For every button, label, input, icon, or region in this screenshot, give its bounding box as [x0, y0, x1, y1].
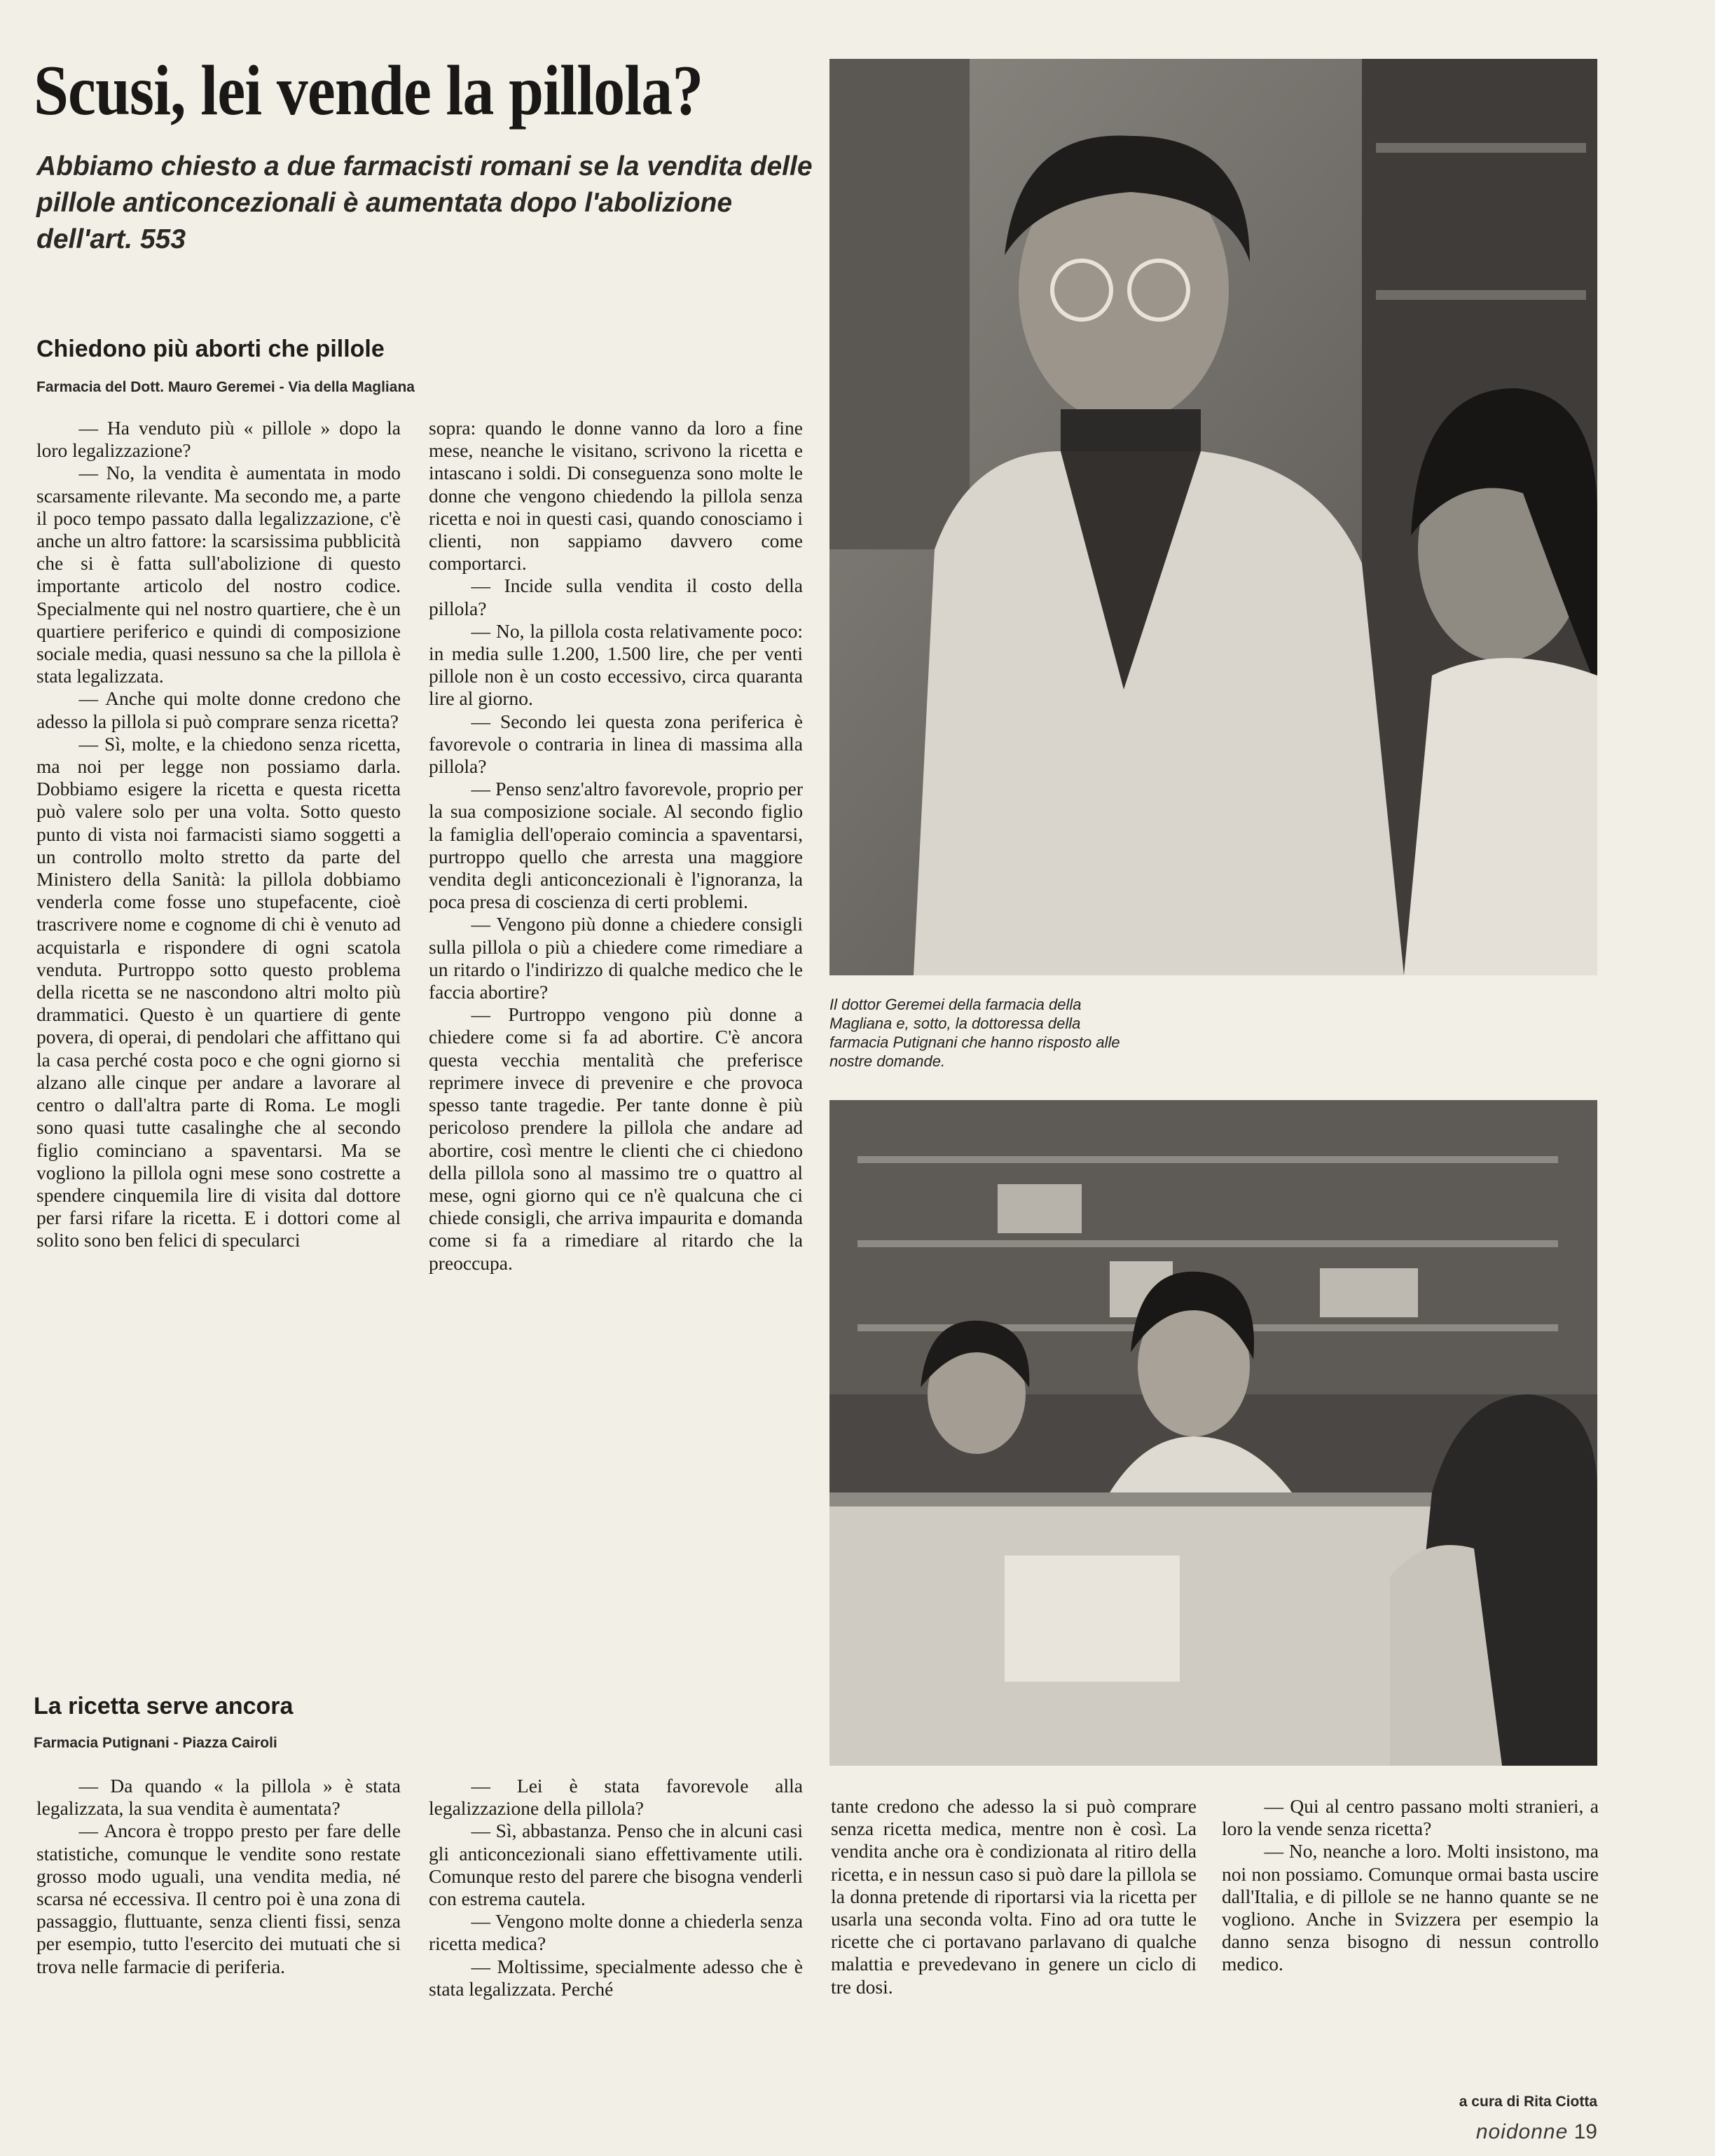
paragraph: — Ancora è troppo presto per fare delle statistiche, comunque le vendite sono restate grosso modo uguali, una vendita media, né scarsa né eccessiva. Il centro poi è una zona di passaggio, fluttuante, senza clienti fissi, senza per esempio, tutto l'esercito dei mutuati che si trova nelle farmacie di periferia.	[36, 1820, 401, 1977]
author-credit: a cura di Rita Ciotta	[1459, 2094, 1597, 2110]
paragraph: — Lei è stata favorevole alla legalizzazione della pillola?	[429, 1775, 803, 1820]
article-title: Scusi, lei vende la pillola?	[34, 51, 703, 130]
section2-byline: Farmacia Putignani - Piazza Cairoli	[34, 1735, 277, 1751]
section2-column-2	[429, 1775, 803, 2000]
paragraph: — No, la pillola costa relativamente poco: in media sulle 1.200, 1.500 lire, che per venti pillole non è un costo eccessivo, circa quaranta lire al giorno.	[429, 619, 803, 710]
magazine-name: noidonne	[1475, 2120, 1569, 2143]
page-number: 19	[1573, 2120, 1597, 2143]
paragraph: — Da quando « la pillola » è stata legalizzata, la sua vendita è aumentata?	[36, 1775, 401, 1820]
photo-illustration	[829, 59, 1597, 975]
section2-column-1	[36, 1775, 401, 1978]
section2-column-4	[1222, 1795, 1599, 1976]
paragraph: tante credono che adesso la si può comprare senza ricetta medica, mentre non è così. La vendita anche ora è condizionata al ritiro della ricetta, e in nessun caso si può dare la pillola se la donna pretende di riportarsi via la ricetta per usarla una seconda volta. Fino ad ora tutte le ricette che ci portavano parlavano di qualche malattia e prevedevano in genere un ciclo di tre dosi.	[831, 1795, 1197, 1998]
photo-caption: Il dottor Geremei della farmacia della Magliana e, sotto, la dottoressa della farmacia Putignani che hanno risposto alle nostre domande.	[829, 996, 1120, 1070]
section1-column-1	[36, 417, 401, 1252]
paragraph: — Qui al centro passano molti stranieri, a loro la vende senza ricetta?	[1222, 1795, 1599, 1840]
article-lead: Abbiamo chiesto a due farmacisti romani se la vendita delle pillole anticoncezionali è aumentata dopo l'abolizione dell'art. 553	[36, 151, 813, 254]
photo-illustration	[829, 1100, 1597, 1766]
paragraph: — Ha venduto più « pillole » dopo la loro legalizzazione?	[36, 417, 401, 462]
paragraph: — Secondo lei questa zona periferica è favorevole o contraria in linea di massima alla pillola?	[429, 710, 803, 778]
paragraph: — Anche qui molte donne credono che adesso la pillola si può comprare senza ricetta?	[36, 687, 401, 732]
page-folio	[1476, 2120, 1597, 2144]
paragraph: — Sì, abbastanza. Penso che in alcuni casi gli anticoncezionali siano effettivamente utili. Comunque resto del parere che bisogna venderli con estrema cautela.	[429, 1820, 803, 1910]
paragraph: — Penso senz'altro favorevole, proprio per la sua composizione sociale. Al secondo figlio la famiglia dell'operaio comincia a spaventarsi, purtroppo quello che arresta una maggiore vendita degli anticoncezionali è l'ignoranza, la poca presa di coscienza di certi problemi.	[429, 778, 803, 913]
section2-column-3	[831, 1795, 1197, 1998]
paragraph: — Vengono molte donne a chiederla senza ricetta medica?	[429, 1910, 803, 1955]
section1-byline: Farmacia del Dott. Mauro Geremei - Via della Magliana	[36, 379, 415, 395]
section2-heading: La ricetta serve ancora	[34, 1693, 294, 1719]
paragraph: — Vengono più donne a chiedere consigli sulla pillola o più a chiedere come rimediare a un ritardo o l'indirizzo di qualche medico che le faccia abortire?	[429, 913, 803, 1003]
photo-pharmacy-putignani	[829, 1100, 1597, 1766]
section1-column-2	[429, 417, 803, 1275]
paragraph: — Sì, molte, e la chiedono senza ricetta, ma noi per legge non possiamo darla. Dobbiamo esigere la ricetta e questa ricetta può valere solo per una volta. Sotto questo punto di vista noi farmacisti siamo soggetti a un controllo molto stretto da parte del Ministero della Sanità: la pillola dobbiamo venderla come fosse uno stupefacente, cioè trascrivere nome e cognome di chi è venuto ad acquistarla e rispondere di ogni scatola venduta. Purtroppo sotto questo problema della ricetta se ne nascondono altri molto più drammatici. Questo è un quartiere di gente povera, di operai, di pendolari che affittano qui la casa perché costa poco e che ogni giorno si alzano alle cinque per andare a lavorare al centro o dall'altra parte di Roma. Le mogli sono quasi tutte casalinghe che al secondo figlio cominciano a spaventarsi. Ma se vogliono la pillola ogni mese sono costrette a spendere cinquemila lire di visita dal dottore per farsi rifare la ricetta. E i dottori come al solito sono ben felici di specularci	[36, 732, 401, 1251]
photo-pharmacist-geremei	[829, 59, 1597, 975]
paragraph: — Incide sulla vendita il costo della pillola?	[429, 575, 803, 619]
paragraph: — No, la vendita è aumentata in modo scarsamente rilevante. Ma secondo me, a parte il poco tempo passato dalla legalizzazione, c'è anche un altro fattore: la scarsissima pubblicità che si è fatta sull'abolizione di questo importante articolo del nostro codice. Specialmente qui nel nostro quartiere, che è un quartiere periferico e quindi di composizione sociale media, quasi nessuno sa che la pillola è stata legalizzata.	[36, 462, 401, 687]
paragraph: — No, neanche a loro. Molti insistono, ma noi non possiamo. Comunque ormai basta uscire dall'Italia, e di pillole se ne hanno quante se ne vogliono. Anche in Svizzera per esempio la danno senza bisogno di nessun controllo medico.	[1222, 1840, 1599, 1975]
paragraph: — Moltissime, specialmente adesso che è stata legalizzata. Perché	[429, 1955, 803, 2000]
paragraph: — Purtroppo vengono più donne a chiedere come si fa ad abortire. C'è ancora questa vecchia mentalità che preferisce reprimere invece di prevenire e che provoca spesso tante tragedie. Per tante donne è più pericoloso prendere la pillola che andare ad abortire, così mentre le clienti che ci chiedono della pillola sono al massimo tre o quattro al mese, ogni giorno qui ce n'è qualcuna che ci chiede consigli, che arriva impaurita e domanda come si fa a rimediare al ritardo che la preoccupa.	[429, 1003, 803, 1274]
paragraph: sopra: quando le donne vanno da loro a fine mese, neanche le visitano, scrivono la ricetta e intascano i soldi. Di conseguenza sono molte le donne che vengono chiedendo la pillola senza ricetta e noi in questi casi, quando conosciamo i clienti, non sappiamo davvero come comportarci.	[429, 417, 803, 575]
section1-heading: Chiedono più aborti che pillole	[36, 336, 385, 362]
